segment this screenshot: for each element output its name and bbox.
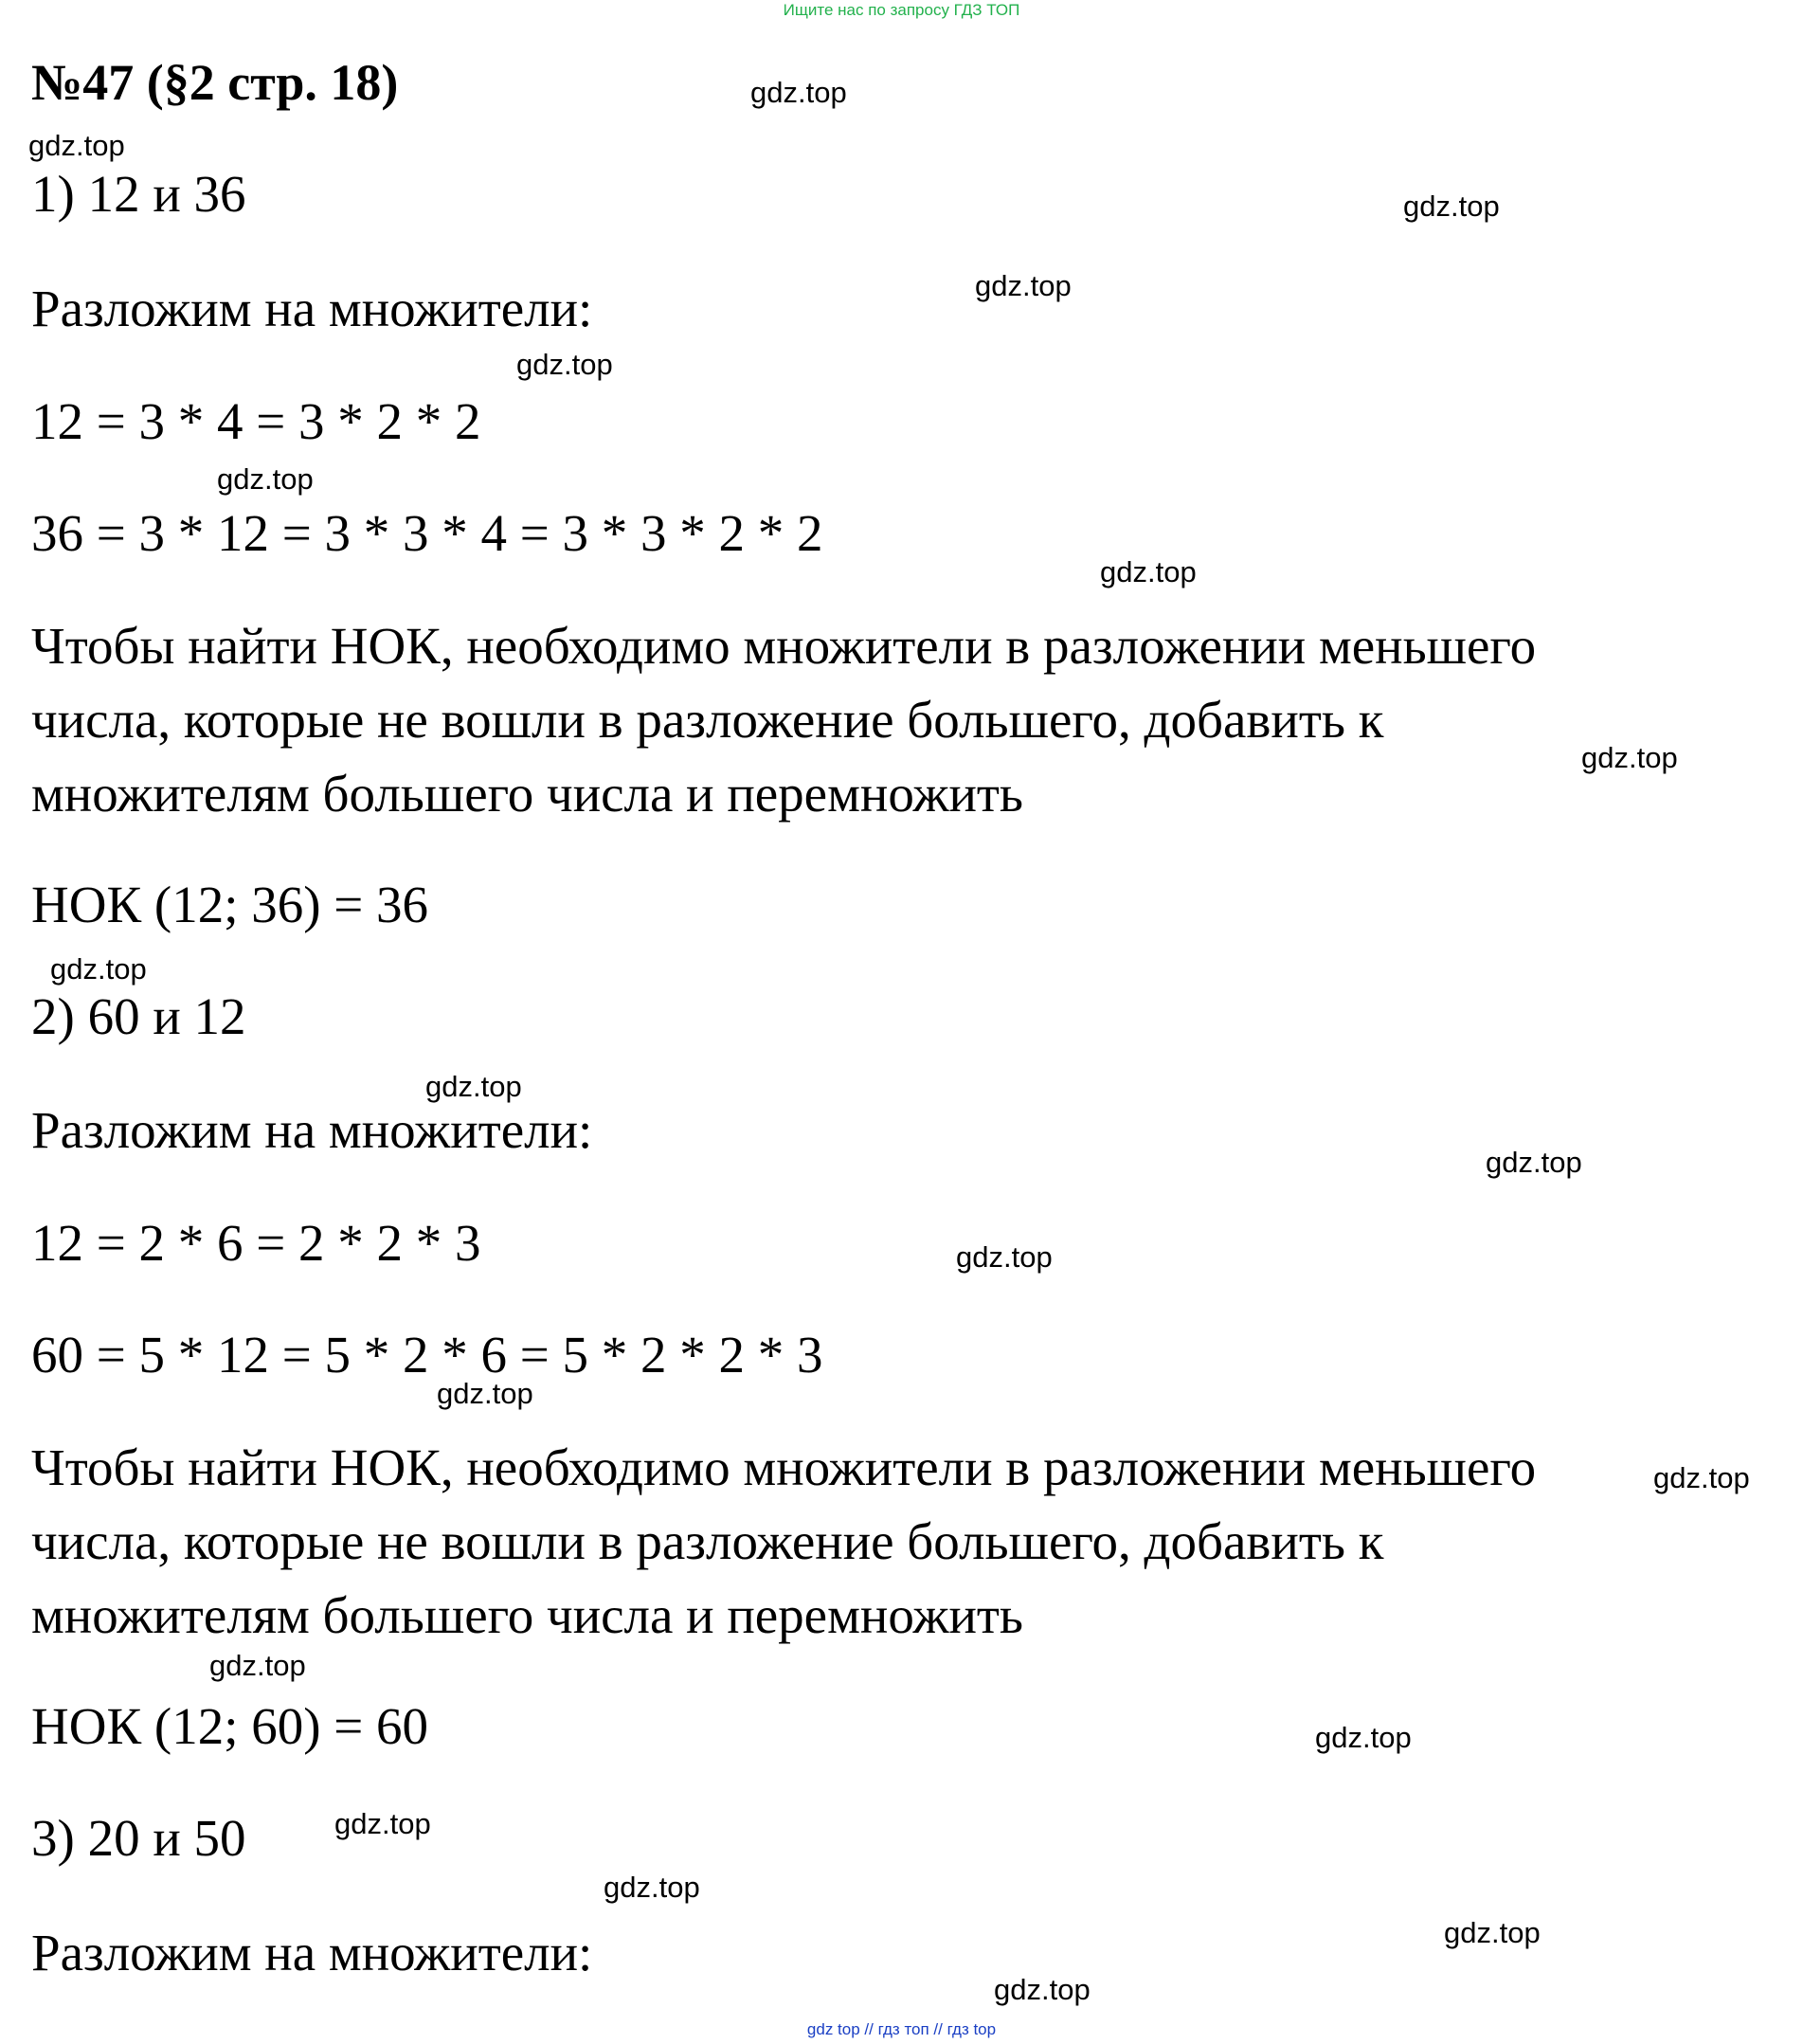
watermark: gdz.top <box>1486 1146 1582 1179</box>
watermark: gdz.top <box>975 269 1072 302</box>
watermark: gdz.top <box>604 1871 700 1904</box>
part2-equation-2: 60 = 5 * 12 = 5 * 2 * 6 = 5 * 2 * 2 * 3 <box>31 1326 823 1384</box>
part2-rule-line-1: Чтобы найти НОК, необходимо множители в разложении меньшего <box>31 1438 1537 1496</box>
part1-factor-intro: Разложим на множители: <box>31 280 593 337</box>
part2-factor-intro: Разложим на множители: <box>31 1101 593 1159</box>
part3-factor-intro: Разложим на множители: <box>31 1924 593 1981</box>
watermark: gdz.top <box>425 1070 522 1103</box>
part2-equation-1: 12 = 2 * 6 = 2 * 2 * 3 <box>31 1214 481 1272</box>
watermark: gdz.top <box>516 348 613 381</box>
watermark: gdz.top <box>1315 1721 1412 1754</box>
watermark: gdz.top <box>217 462 314 496</box>
part1-equation-1: 12 = 3 * 4 = 3 * 2 * 2 <box>31 392 481 450</box>
watermark: gdz.top <box>994 1973 1091 2006</box>
part1-heading: 1) 12 и 36 <box>31 165 246 223</box>
watermark: gdz.top <box>1403 190 1500 223</box>
watermark: gdz.top <box>1653 1461 1750 1494</box>
watermark: gdz.top <box>1581 741 1678 774</box>
part1-rule-line-1: Чтобы найти НОК, необходимо множители в разложении меньшего <box>31 617 1537 675</box>
watermark: gdz.top <box>209 1649 306 1682</box>
watermark: gdz.top <box>437 1377 533 1410</box>
part1-equation-2: 36 = 3 * 12 = 3 * 3 * 4 = 3 * 3 * 2 * 2 <box>31 504 823 562</box>
part3-heading: 3) 20 и 50 <box>31 1809 246 1867</box>
watermark: gdz.top <box>28 129 125 162</box>
part2-rule-line-2: числа, которые не вошли в разложение большего, добавить к <box>31 1512 1384 1570</box>
watermark: gdz.top <box>50 952 147 986</box>
part1-answer: НОК (12; 36) = 36 <box>31 876 429 933</box>
part1-rule-line-3: множителям большего числа и перемножить <box>31 765 1024 823</box>
part1-rule-line-2: числа, которые не вошли в разложение большего, добавить к <box>31 691 1384 749</box>
watermark: gdz.top <box>956 1240 1053 1274</box>
watermark: gdz.top <box>334 1807 431 1840</box>
part2-answer: НОК (12; 60) = 60 <box>31 1697 429 1755</box>
watermark: gdz.top <box>1444 1916 1541 1949</box>
footer-links: gdz top // гдз топ // гдз top <box>806 2020 997 2038</box>
top-banner: Ищите нас по запросу ГДЗ ТОП <box>783 1 1020 19</box>
part2-heading: 2) 60 и 12 <box>31 987 246 1045</box>
part2-rule-line-3: множителям большего числа и перемножить <box>31 1586 1024 1644</box>
watermark: gdz.top <box>1100 555 1197 588</box>
page-title: №47 (§2 стр. 18) <box>31 54 399 111</box>
watermark: gdz.top <box>750 76 847 109</box>
